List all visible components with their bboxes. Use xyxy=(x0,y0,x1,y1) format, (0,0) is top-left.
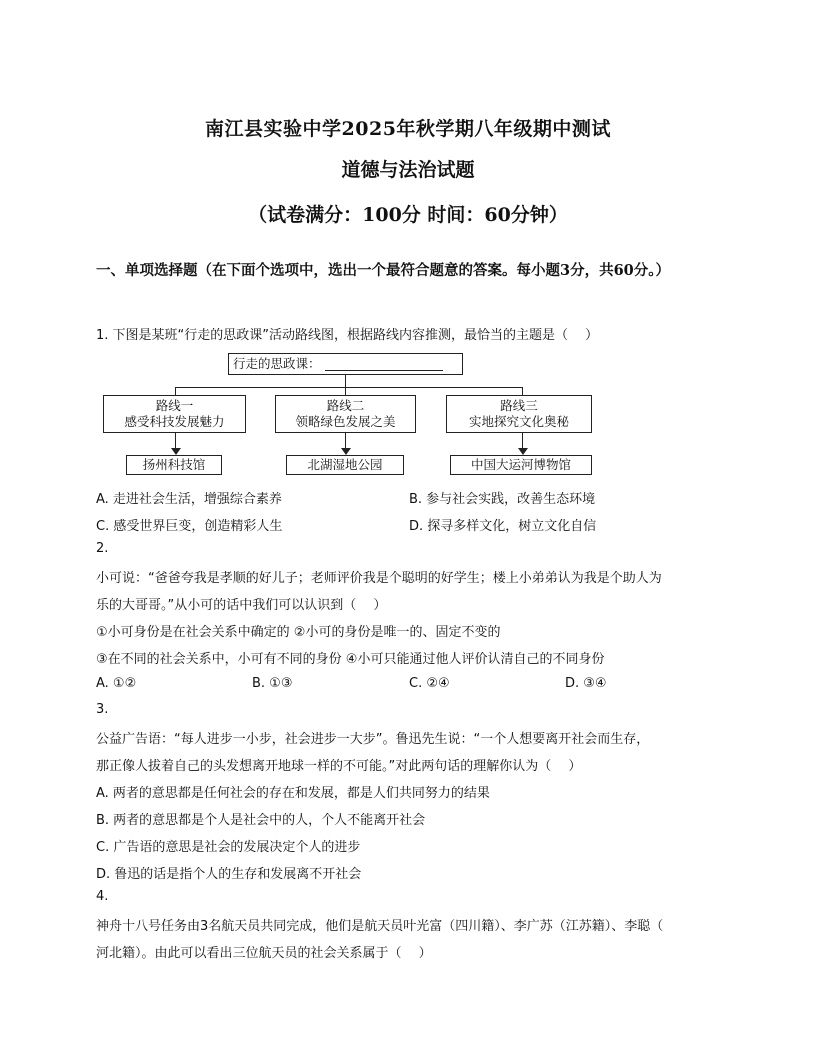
question-3-number: 3. xyxy=(96,702,109,717)
diagram-connector xyxy=(345,387,346,395)
q1-option-a: A. 走进社会生活，增强综合素养 xyxy=(96,492,282,507)
q1-option-d: D. 探寻多样文化，树立文化自信 xyxy=(409,519,597,534)
exam-title: 南江县实验中学2025年秋学期八年级期中测试 xyxy=(205,118,611,140)
place-box-3: 中国大运河博物馆 xyxy=(450,455,592,475)
question-3-stem-line2: 那正像人拔着自己的头发想离开地球一样的不可能。”对此两句话的理解你认为（ ） xyxy=(96,759,582,774)
route-1-arrow xyxy=(171,448,181,455)
route-1-name: 路线一 xyxy=(155,398,194,413)
question-2-number: 2. xyxy=(96,541,109,556)
route-3-theme: 实地探究文化奥秘 xyxy=(468,414,569,429)
q2-option-b: B. ①③ xyxy=(252,676,293,691)
route-3-name: 路线三 xyxy=(500,398,538,413)
q3-option-a: A. 两者的意思都是任何社会的存在和发展，都是人们共同努力的结果 xyxy=(96,786,490,801)
route-2-arrow xyxy=(341,448,351,455)
exam-info: （试卷满分：100分 时间：60分钟） xyxy=(248,204,568,226)
question-2-statement-2: ③在不同的社会关系中，小可有不同的身份 ④小可只能通过他人评价认清自己的不同身份 xyxy=(96,652,605,667)
diagram-connector xyxy=(522,387,523,395)
question-4-stem-line2: 河北籍）。由此可以看出三位航天员的社会关系属于（ ） xyxy=(96,946,432,961)
route-box-1 xyxy=(103,395,246,433)
route-2-theme: 领略绿色发展之美 xyxy=(295,414,396,429)
route-2-name: 路线二 xyxy=(326,398,365,413)
diagram-connector xyxy=(175,387,522,388)
q2-option-c: C. ②④ xyxy=(409,676,450,691)
question-2-stem-line2: 乐的大哥哥。”从小可的话中我们可以认识到（ ） xyxy=(96,598,387,613)
q2-option-d: D. ③④ xyxy=(565,676,607,691)
question-4-stem-line1: 神舟十八号任务由3名航天员共同完成，他们是航天员叶光富（四川籍）、李广苏（江苏籍）、李聪（ xyxy=(96,919,664,934)
q1-option-b: B. 参与社会实践，改善生态环境 xyxy=(409,492,596,507)
question-3-stem-line1: 公益广告语：“每人进步一小步，社会进步一大步”。鲁迅先生说：“一个人想要离开社会而生存， xyxy=(96,732,650,747)
diagram-title-box xyxy=(228,353,463,375)
q3-option-d: D. 鲁迅的话是指个人的生存和发展离不开社会 xyxy=(96,867,362,882)
exam-subject: 道德与法治试题 xyxy=(341,159,475,181)
route-box-2 xyxy=(275,395,416,433)
route-diagram xyxy=(98,350,598,480)
question-4-number: 4. xyxy=(96,889,109,904)
question-2-statement-1: ①小可身份是在社会关系中确定的 ②小可的身份是唯一的、固定不变的 xyxy=(96,625,501,640)
section-heading: 一、单项选择题（在下面个选项中，选出一个最符合题意的答案。每小题3分，共60分。） xyxy=(96,262,671,279)
q1-option-c: C. 感受世界巨变，创造精彩人生 xyxy=(96,519,283,534)
diagram-title: 行走的思政课： xyxy=(233,356,321,371)
diagram-connector xyxy=(175,387,176,395)
route-3-arrow xyxy=(518,448,528,455)
route-box-3 xyxy=(446,395,592,433)
question-1-stem: 1. 下图是某班“行走的思政课”活动路线图，根据路线内容推测，最恰当的主题是（ ） xyxy=(96,328,599,343)
q3-option-c: C. 广告语的意思是社会的发展决定个人的进步 xyxy=(96,840,361,855)
q2-option-a: A. ①② xyxy=(96,676,137,691)
place-box-1: 扬州科技馆 xyxy=(126,455,222,475)
place-box-2: 北湖湿地公园 xyxy=(286,455,404,475)
diagram-connector xyxy=(345,375,346,387)
question-2-stem-line1: 小可说：“爸爸夸我是孝顺的好儿子；老师评价我是个聪明的好学生；楼上小弟弟认为我是个助人为 xyxy=(96,571,662,586)
q3-option-b: B. 两者的意思都是个人是社会中的人，个人不能离开社会 xyxy=(96,813,426,828)
route-1-theme: 感受科技发展魅力 xyxy=(124,414,225,429)
diagram-blank xyxy=(325,358,443,371)
